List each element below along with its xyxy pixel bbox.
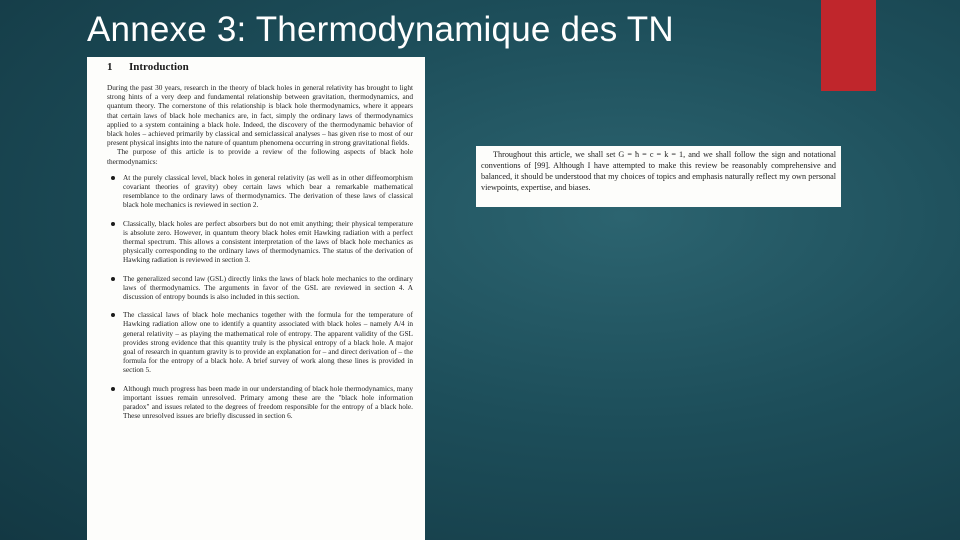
bullet-text: The classical laws of black hole mechanics together with the formula for the temperature of Hawking radiation allow one to identify a quantity associated with black holes – namely A/4 in general relativity – as playing the mathematical role of entropy. The apparent validity of the GSL provides strong evidence that this quantity truly is the physical entropy of a black hole. A major goal of research in quantum gravity is to provide an explanation for – and direct derivation of – the formula for the entropy of a black hole. A brief survey of work along these lines is provided in section 5. [123,310,413,375]
bullet-icon [111,176,115,180]
bullet-icon [111,313,115,317]
conventions-excerpt-image [476,146,841,207]
list-item [107,219,413,265]
list-item [107,274,413,302]
bullet-text: Classically, black holes are perfect absorbers but do not emit anything; their physical temperature is absolute zero. However, in quantum theory black holes emit Hawking radiation with a perfect thermal spectrum. This allows a consistent interpretation of the laws of black hole mechanics as physically corresponding to the ordinary laws of thermodynamics. The status of the derivation of Hawking radiation is reviewed in section 3. [123,218,413,265]
intro-paragraph: During the past 30 years, research in the theory of black holes in general relativity has brought to light strong hints of a very deep and fundamental relationship between gravitation, thermodynamics, and quantum theory. The cornerstone of this relationship is black hole thermodynamics, where it appears that certain laws of black hole mechanics are, in fact, simply the ordinary laws of thermodynamics applied to a system containing a black hole. Indeed, the discovery of the thermodynamic behavior of black holes – achieved primarily by classical and semiclassical analyses – has given rise to most of our present physical insights into the nature of quantum phenomena occurring in strong gravitational fields. [107,83,413,148]
list-item [107,310,413,374]
bullet-icon [111,277,115,281]
list-item [107,173,413,210]
accent-bar [821,0,876,91]
section-title: Introduction [129,61,189,73]
bullet-text: Although much progress has been made in our understanding of black hole thermodynamics, many important issues remain unresolved. Primary among these are the "black hole information paradox" and issues related to the degrees of freedom responsible for the entropy of a black hole. These unresolved issues are briefly discussed in section 6. [123,383,413,421]
bullet-list [107,173,413,421]
purpose-paragraph: The purpose of this article is to provide a review of the following aspects of black hole thermodynamics: [107,147,413,166]
section-heading [107,61,413,73]
bullet-icon [111,222,115,226]
conventions-paragraph: Throughout this article, we shall set G = ħ = c = k = 1, and we shall follow the sign and notational conventions of [99]. Although I have attempted to make this review be reasonably comprehensive and balanced, it should be understood that my choices of topics and emphasis naturally reflect my own personal viewpoints, expertise, and biases. [481,150,836,192]
list-item [107,384,413,421]
bullet-icon [111,387,115,391]
slide-title: Annexe 3: Thermodynamique des TN [87,10,674,49]
section-number: 1 [107,61,113,73]
paper-excerpt-image [87,57,425,540]
bullet-text: At the purely classical level, black holes in general relativity (as well as in other diffeomorphism covariant theories of gravity) obey certain laws which bear a remarkable mathematical resemblance to the ordinary laws of thermodynamics. The derivation of these laws of classical black hole mechanics is reviewed in section 2. [123,172,413,210]
bullet-text: The generalized second law (GSL) directly links the laws of black hole mechanics to the ordinary laws of thermodynamics. The arguments in favor of the GSL are reviewed in section 4. A discussion of entropy bounds is also included in this section. [123,273,413,302]
